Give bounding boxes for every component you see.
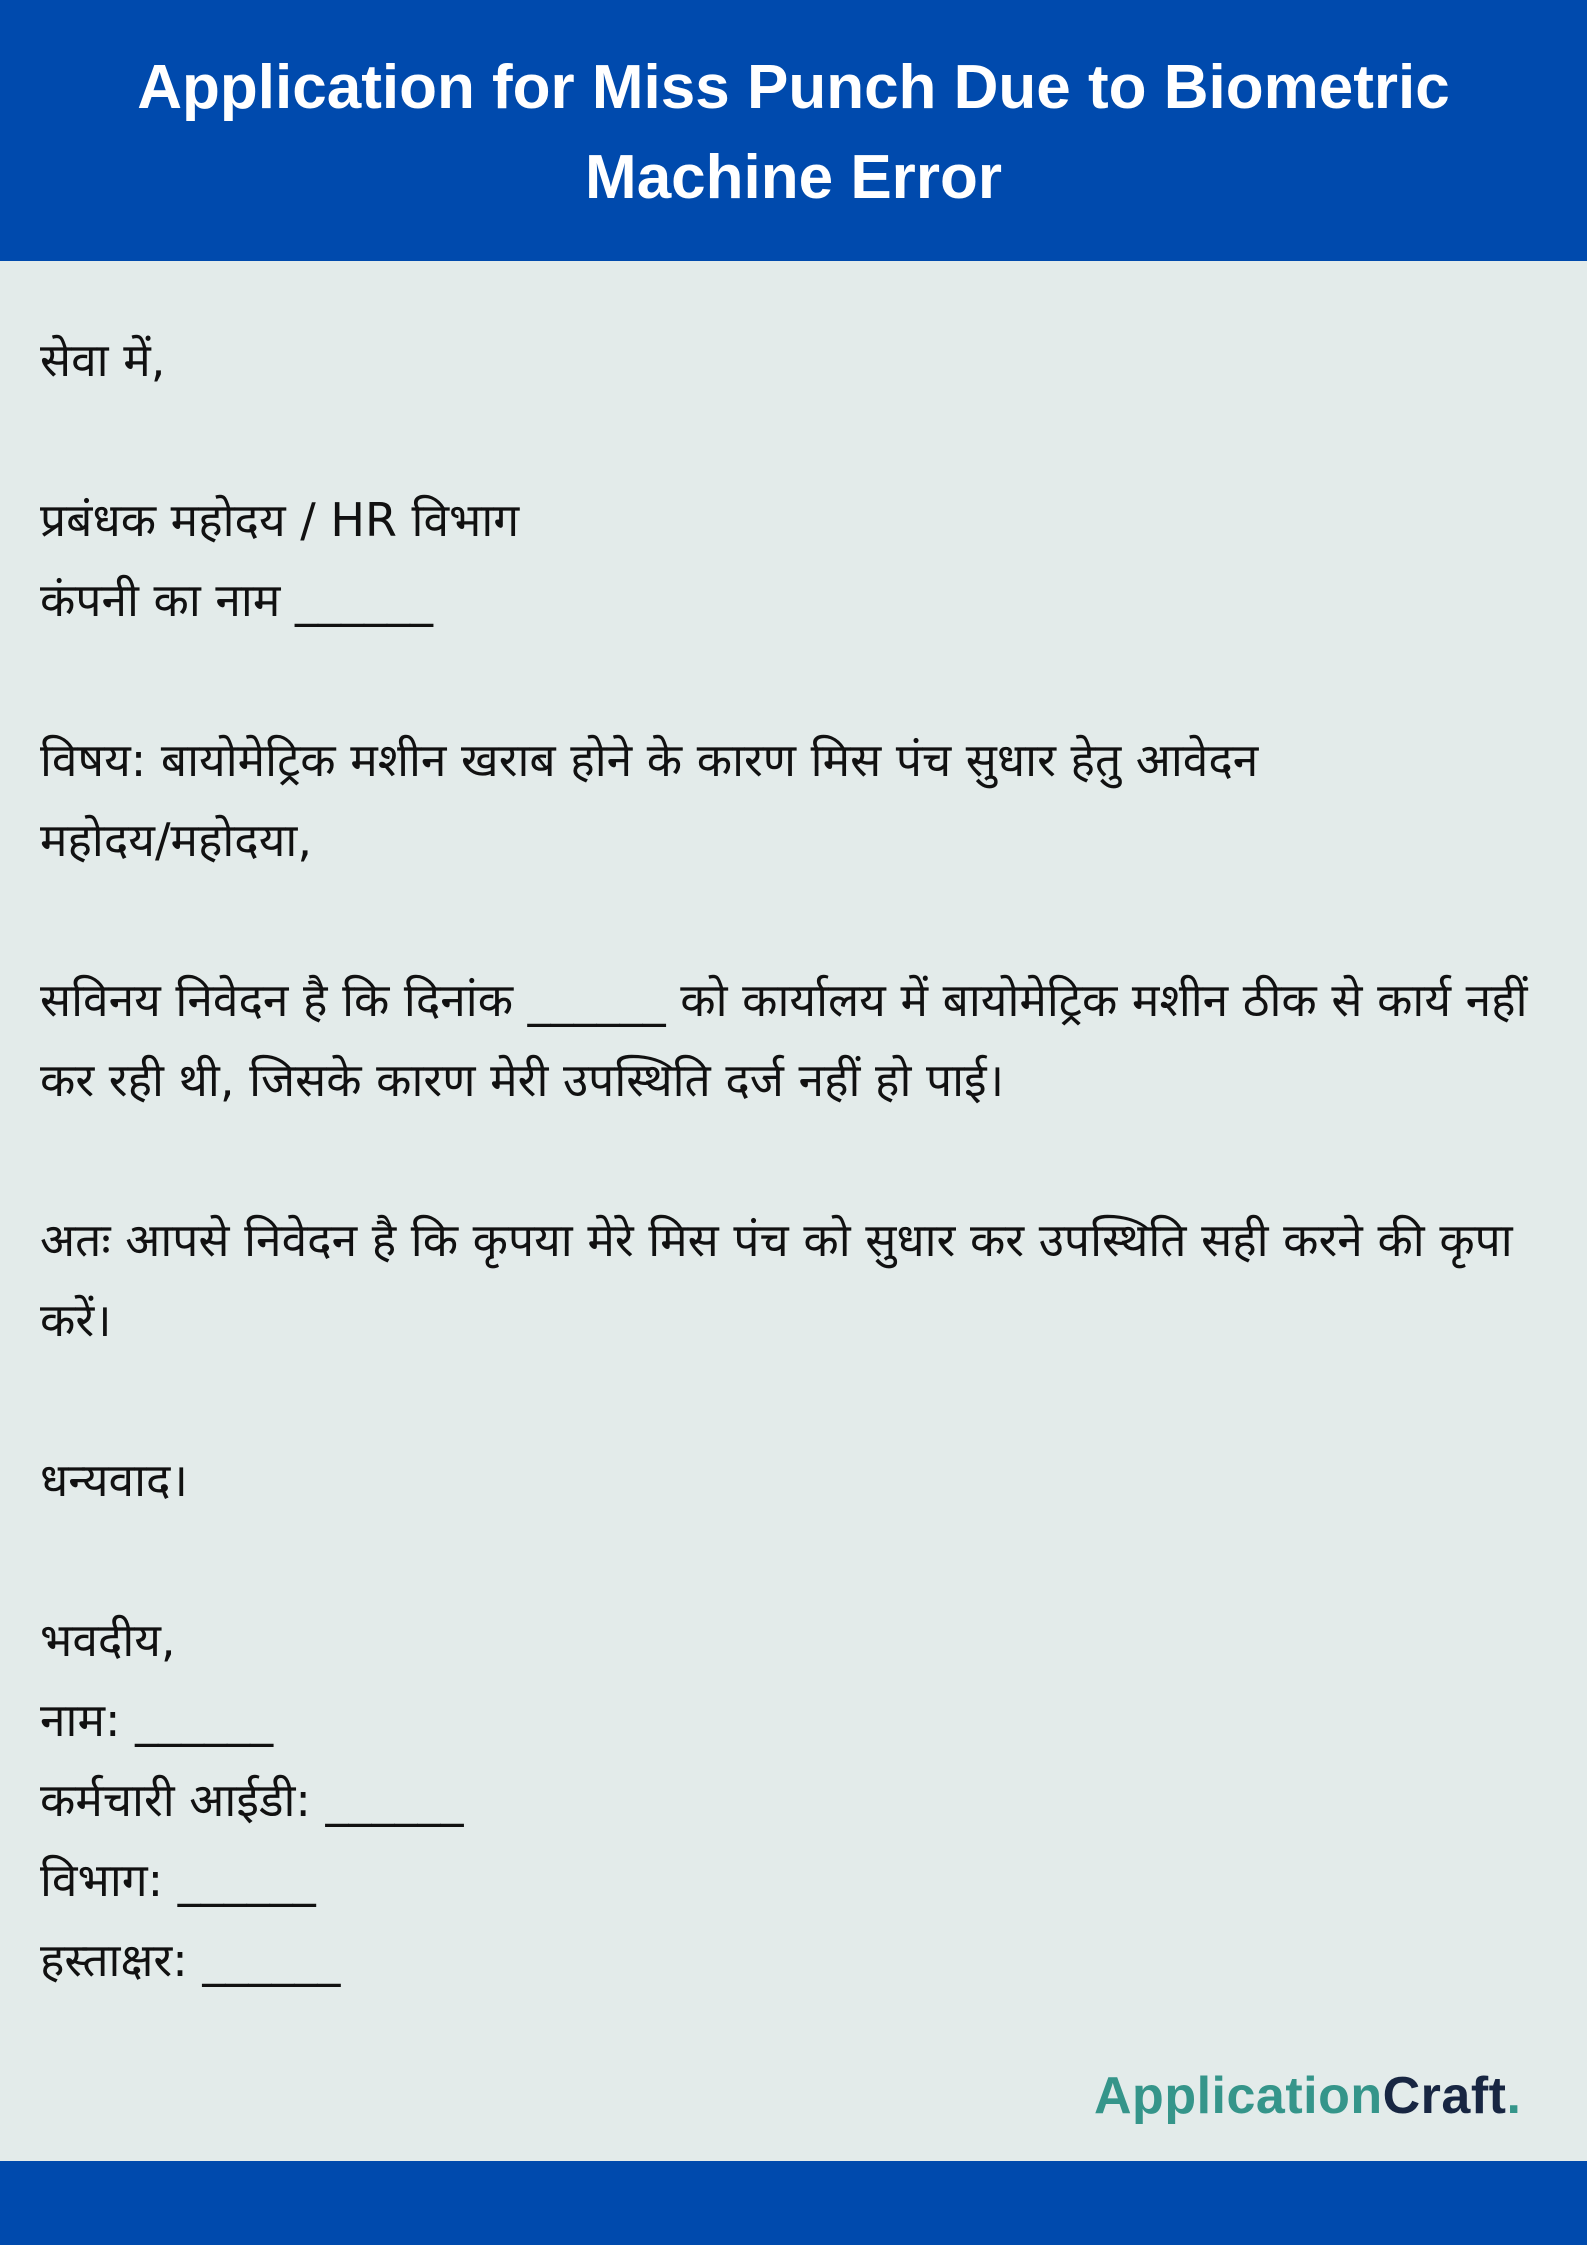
department-field: विभाग: ______ [40,1853,316,1907]
name-field: नाम: ______ [40,1693,274,1747]
brand-logo [1094,2064,1521,2128]
brand-logo-part-application: Application [1094,2067,1383,2125]
spacer [40,880,1570,960]
brand-logo-dot: . [1506,2067,1522,2125]
letter-body [40,320,1570,2000]
salutation-to: सेवा में, [40,333,166,387]
spacer [40,1120,1570,1200]
recipient-company: कंपनी का नाम ______ [40,573,433,627]
page-title: Application for Miss Punch Due to Biometric Machine Error [137,52,1450,212]
greeting: महोदय/महोदया, [40,813,312,867]
employee-id-field: कर्मचारी आईडी: ______ [40,1773,464,1827]
title-banner [0,0,1587,261]
signature-field: हस्ताक्षर: ______ [40,1933,341,1987]
brand-logo-part-craft: Craft [1382,2067,1507,2125]
closing-line: भवदीय, [40,1613,176,1667]
subject-line: विषय: बायोमेट्रिक मशीन खराब होने के कारण मिस पंच सुधार हेतु आवेदन [40,733,1259,787]
recipient-designation: प्रबंधक महोदय / HR विभाग [40,493,520,547]
body-paragraph-2: अतः आपसे निवेदन है कि कृपया मेरे मिस पंच को सुधार कर उपस्थिति सही करने की कृपा करें। [40,1213,1528,1347]
spacer [40,640,1570,720]
spacer [40,400,1570,480]
footer-band [0,2161,1587,2245]
thanks-line: धन्यवाद। [40,1453,188,1507]
body-paragraph-1: सविनय निवेदन है कि दिनांक ______ को कार्यालय में बायोमेट्रिक मशीन ठीक से कार्य नहीं कर रही थी, जिसके कारण मेरी उपस्थिति दर्ज नहीं हो पाई। [40,973,1543,1107]
spacer [40,1520,1570,1600]
spacer [40,1360,1570,1440]
